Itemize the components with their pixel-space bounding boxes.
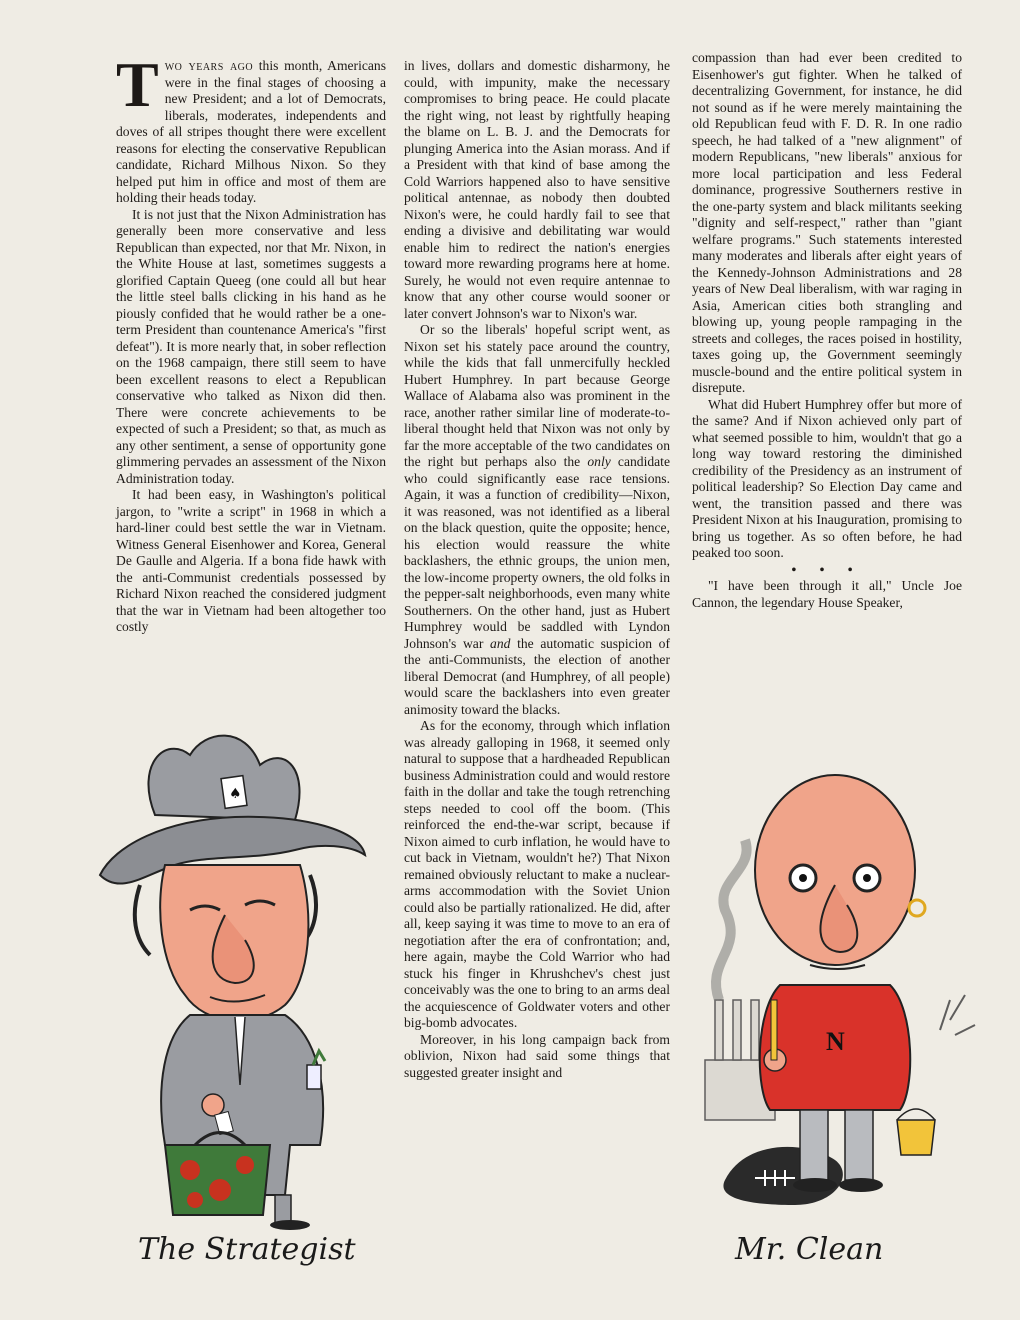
- article-column-1: [116, 49, 387, 636]
- paragraph: [404, 322, 670, 718]
- paragraph: compassion than had ever been credited to Eisenhower's gut fighter. When he talked of decentralizing Government, for instance, he did not sound as if he were merely maintaining the old Republican feud with F. D. R. In one radio speech, he had talked of a "new alignment" of modern Republicans, "new liberals" anxious for more local participation and less Federal dominance, progressive Southerners restive in the one-party system and black militants seeking "dignity and self-respect," rather than "giant welfare programs." Such statements interested many moderates and liberals after eight years of the Kennedy-Johnson Administrations and 28 years of New Deal liberalism, with war raging in Asia, American cities both strangling and blowing up, young people rampaging in the streets and colleges, the races poised in hostility, taxes going up, the Government seemingly muscle-bound and the entire political system in disrepute.: [692, 50, 962, 395]
- thumb-hand: [202, 1094, 224, 1116]
- paragraph: in lives, dollars and domestic disharmony, he could, with impunity, make the necessary compromises to bring peace. He could placate the right wing, not least by rightfully heaping the blame on L. B. J. and the Democrats for plunging America into the Asian morass. And if a President with that kind of base among the Cold Warriors happened also to have sensitive political antennae, as nobody then doubted Nixon's were, he could hardly fail to see that ending a divisive and debilitating war would enable him to redirect the nation's energies toward more rewarding programs here at home. Surely, he would not even require antennae to know that any other course would sooner or later convert Johnson's war to Nixon's war.: [404, 58, 670, 321]
- article-column-2: [404, 58, 670, 1081]
- section-separator: • • •: [791, 561, 863, 577]
- lead-in: wo years ago: [164, 58, 254, 73]
- caption-the-strategist: The Strategist: [138, 1232, 356, 1267]
- paragraph: It had been easy, in Washington's political jargon, to "write a script" in 1968 in which a hard-liner could best settle the war in Vietnam. Witness General Eisenhower and Korea, General De Gaulle and Algeria. If a bona fide hawk with the anti-Communist credentials possessed by Richard Nixon reached the considered judgment that the war in Vietnam had been altogether too costly: [116, 487, 386, 634]
- drop-cap: T: [116, 49, 159, 120]
- article-column-3: [692, 50, 962, 611]
- paragraph: It is not just that the Nixon Administration has generally been more conservative and less Republican than expected, nor that Mr. Nixon, in the White House at last, sometimes suggests a glorified Captain Queeg (one could all but hear the little steel balls clicking in his hand as he piously confided that he would rather be a one-term President than countenance America's "first defeat"). It is more nearly that, in sober reflection on the 1968 campaign, there still seem to have been excellent reasons to elect a Republican conservative who talked as Nixon did then. There were concrete achievements to be expected of such a President; so that, as much as any other sentiment, a sense of opportunity gone glimmering pervades an assessment of the Nixon Administration today.: [116, 206, 386, 486]
- svg-text:♠: ♠: [229, 786, 242, 802]
- paragraph-text: Or so the liberals' hopeful script went, as Nixon set his stately pace around the country, while the kids that fall unmercifully heckled Hubert Humphrey. In part because George Wallace of Alabama also was prominent in the race, another rather similar line of moderate-to-liberal thought held that Nixon was not only by far the more acceptable of the two candidates on the right but perhaps also the: [404, 322, 670, 469]
- sweater-letter: N: [826, 1027, 845, 1056]
- bucket: [897, 1120, 935, 1155]
- emphasis: only: [587, 454, 611, 469]
- earring: [909, 900, 925, 916]
- paragraph: Moreover, in his long campaign back from oblivion, Nixon had said some things that suggested greater insight and: [404, 1031, 670, 1080]
- paragraph-text: this month, Americans were in the final stages of choosing a new President; and a lot of Democrats, liberals, moderates, independents and doves of all stripes thought there were excellent reasons for electing the conservative Republican candidate, Richard Milhous Nixon. So they helped put him in office and most of them are holding their heads today.: [116, 58, 387, 205]
- paragraph: "I have been through it all," Uncle Joe Cannon, the legendary House Speaker,: [692, 578, 962, 610]
- glass: [307, 1065, 321, 1089]
- strategist-caricature: [95, 725, 395, 1230]
- toothbrush: [771, 1000, 777, 1060]
- emphasis: and: [490, 635, 511, 651]
- paragraph: [116, 49, 387, 207]
- paragraph-text: candidate who could significantly ease race tensions. Again, it was a function of credibility—Nixon, it was reasoned, was not identified as a liberal on the black question, quite the opposite; hence, his election would reassure the white backlashers, the ethnic groups, the union men, the low-income property owners, the old folks in the pepper-salt neighborhoods, even many white Southerners. On the other hand, just as Hubert Humphrey would be saddled with Lyndon Johnson's war: [404, 454, 670, 651]
- caption-mr-clean: Mr. Clean: [735, 1232, 884, 1267]
- paragraph: What did Hubert Humphrey offer but more of the same? And if Nixon achieved only part of what seemed possible to him, wouldn't that go a long way toward restoring the diminished credibility of the Presidency as an instrument of political leadership? So Election Day came and went, the transition passed and there was President Nixon at his Inauguration, promising to bring us together. As so often before, he had peaked too soon.: [692, 396, 962, 560]
- paragraph: As for the economy, through which inflation was already galloping in 1968, it seemed only natural to suppose that a hardheaded Republican business Administration could and would restore faith in the dollar and take the tough retrenching steps needed to cool off the boom. (This reinforced the end-the-war script, because if Nixon aimed to curb inflation, he would have to cut back in Vietnam, wouldn't he?) That Nixon remained obviously reluctant to make a nuclear-arms accommodation with the Soviet Union could also be partially rationalized. He did, after all, keep saying it was time to move to an era of negotiation after the era of confrontation; and, here again, maybe the Cold Warrior who had stuck his finger in Khrushchev's chest just conceivably was the one to bring to an arms deal the acquiescence of Goldwater voters and other big-bomb advocates.: [404, 718, 670, 1030]
- mr-clean-caricature: [685, 760, 985, 1220]
- paragraph-text: the automatic suspicion of the anti-Communists, the election of another liberal Democrat (and Humphrey, of all people) would scare the backlashers into even greater animosity toward the blacks.: [404, 635, 670, 717]
